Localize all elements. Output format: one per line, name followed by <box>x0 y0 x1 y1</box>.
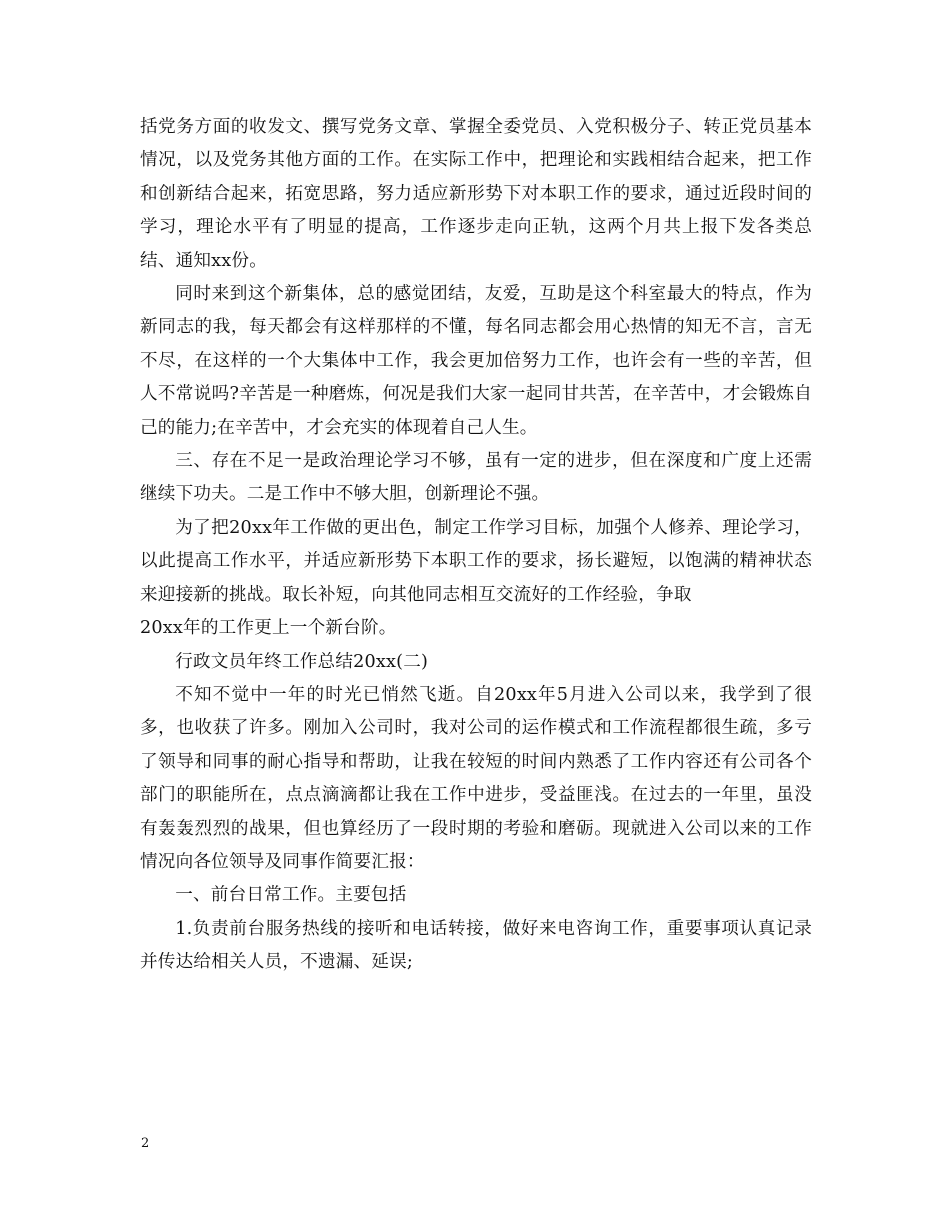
section-heading: 行政文员年终工作总结20xx(二) <box>175 651 429 672</box>
page-number: 2 <box>141 1136 150 1151</box>
paragraph-7: 一、前台日常工作。主要包括 <box>175 885 407 906</box>
paragraph-3: 三、存在不足一是政治理论学习不够，虽有一定的进步，但在深度和广度上还需继续下功夫。二是工作中不够大胆，创新理论不强。 <box>140 451 812 505</box>
paragraph-1: 括党务方面的收发文、撰写党务文章、掌握全委党员、入党积极分子、转正党员基本情况，以及党务其他方面的工作。在实际工作中，把理论和实践相结合起来，把工作和创新结合起来，拓宽思路，努力适应新形势下对本职工作的要求，通过近段时间的学习，理论水平有了明显的提高，工作逐步走向正轨，这两个月共上报下发各类总结、通知xx份。 <box>140 117 812 271</box>
paragraph-2: 同时来到这个新集体，总的感觉团结，友爱，互助是这个科室最大的特点，作为新同志的我，每天都会有这样那样的不懂，每名同志都会用心热情的知无不言，言无不尽，在这样的一个大集体中工作，我会更加倍努力工作，也许会有一些的辛苦，但人不常说吗?辛苦是一种磨炼，何况是我们大家一起同甘共苦，在辛苦中，才会锻炼自己的能力;在辛苦中，才会充实的体现着自己人生。 <box>140 284 812 438</box>
document-body <box>140 111 812 980</box>
paragraph-8: 1.负责前台服务热线的接听和电话转接，做好来电咨询工作，重要事项认真记录并传达给相关人员，不遗漏、延误; <box>140 918 812 973</box>
paragraph-4: 为了把20xx年工作做的更出色，制定工作学习目标，加强个人修养、理论学习，以此提高工作水平，并适应新形势下本职工作的要求，扬长避短，以饱满的精神状态来迎接新的挑战。取长补短，向其他同志相互交流好的工作经验，争取 20xx年的工作更上一个新台阶。 <box>140 517 812 639</box>
paragraph-6: 不知不觉中一年的时光已悄然飞逝。自20xx年5月进入公司以来，我学到了很多，也收获了许多。刚加入公司时，我对公司的运作模式和工作流程都很生疏，多亏了领导和同事的耐心指导和帮助，让我在较短的时间内熟悉了工作内容还有公司各个部门的职能所在，点点滴滴都让我在工作中进步，受益匪浅。在过去的一年里，虽没有轰轰烈烈的战果，但也算经历了一段时期的考验和磨砺。现就进入公司以来的工作情况向各位领导及同事作简要汇报： <box>140 684 812 872</box>
